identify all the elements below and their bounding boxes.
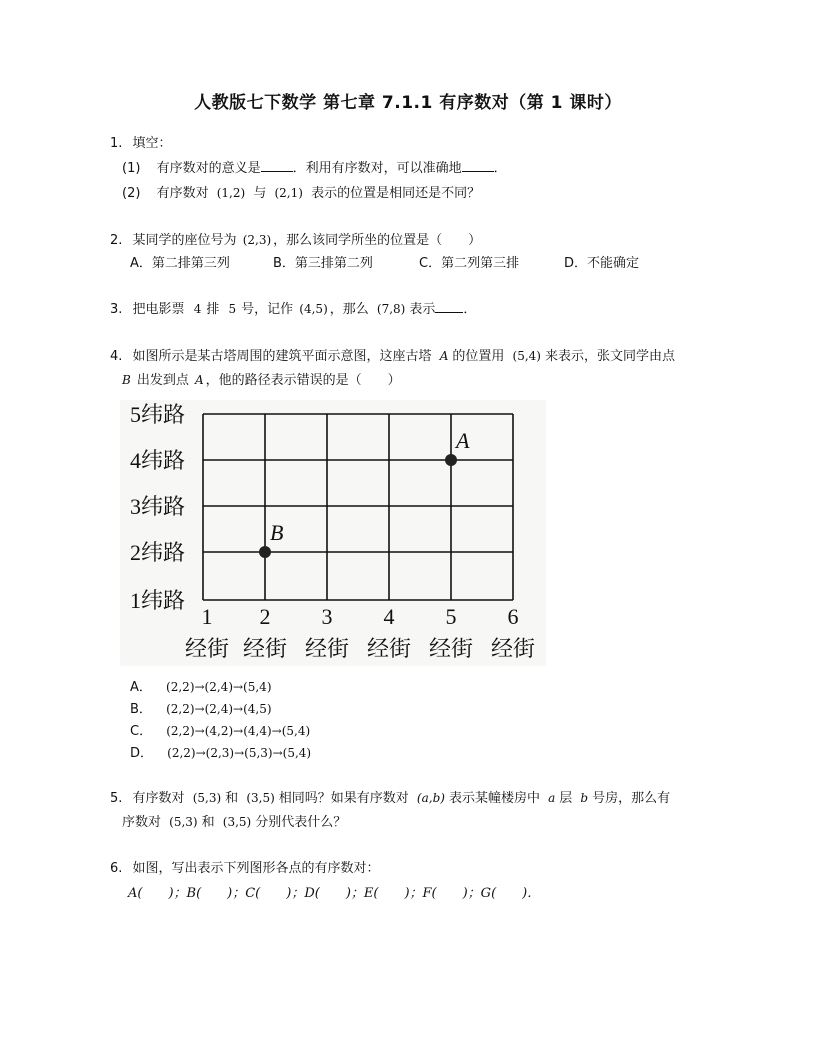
col-number-2: 2 <box>259 604 271 629</box>
option-text: D．不能确定 <box>564 256 640 271</box>
row-label-4: 4纬路 <box>130 448 186 473</box>
question-text: 相同吗？如果有序数对 <box>278 791 409 806</box>
question-number: 1. <box>110 136 123 151</box>
question-text: 来表示，张文同学由点 <box>544 349 675 364</box>
question-text: 出发到点 <box>136 373 189 388</box>
option-text: C．第二列第三排 <box>419 256 520 271</box>
row-label-5: 5纬路 <box>130 402 186 427</box>
ordered-pair: (5,4) <box>512 349 541 363</box>
point-a-label: A <box>456 428 470 453</box>
ordered-pair: (2,1) <box>274 186 303 200</box>
page-title: 人教版七下数学 第七章 7.1.1 有序数对（第 1 课时） <box>194 93 622 113</box>
option-a[interactable] <box>130 255 230 273</box>
option-b[interactable] <box>130 700 272 719</box>
sub-question-text: ． <box>493 161 507 176</box>
sub-question-text: 有序数对的意义是 <box>156 161 261 176</box>
question-text: 和 <box>201 815 215 830</box>
question-number: 3. <box>110 302 123 317</box>
question-stem: 某同学的座位号为 <box>132 233 237 248</box>
answer-line[interactable]: A( )；B( )；C( )；D( )；E( )；F( )；G( )． <box>128 886 541 901</box>
question-number: 6. <box>110 861 123 876</box>
col-label: 经街 <box>242 636 288 661</box>
point-a-dot <box>445 454 457 466</box>
option-label: D． <box>130 746 154 761</box>
question-text: 如图所示是某古塔周围的建筑平面示意图，这座古塔 <box>132 349 432 364</box>
row-label-2: 2纬路 <box>130 540 186 565</box>
variable: B <box>122 373 131 387</box>
number: 5 <box>228 302 237 316</box>
question-stem: ，那么该同学所坐的位置是（ ） <box>273 233 482 248</box>
option-b[interactable] <box>273 255 373 273</box>
question-stem: 填空： <box>132 136 172 151</box>
question-stem: 如图，写出表示下列图形各点的有序数对： <box>132 861 380 876</box>
variable: A <box>439 349 449 363</box>
col-number-3: 3 <box>321 604 333 629</box>
row-label-3: 3纬路 <box>130 494 186 519</box>
ordered-pair: (1,2) <box>216 186 246 200</box>
option-text: A．第二排第三列 <box>130 256 230 271</box>
question-text: 表示 <box>409 302 436 317</box>
question-text: 号房，那么有 <box>592 791 671 806</box>
option-label: A． <box>130 680 152 695</box>
ordered-pair: (3,5) <box>222 815 252 829</box>
question-text: 号，记作 <box>241 302 294 317</box>
answer-blank[interactable] <box>261 171 293 172</box>
answer-blank[interactable] <box>435 312 463 313</box>
question-text: 序数对 <box>122 815 162 830</box>
variable: A <box>194 373 204 387</box>
option-a[interactable] <box>130 678 272 697</box>
question-number: 4. <box>110 349 123 364</box>
option-label: C． <box>130 724 153 739</box>
col-label: 经街 <box>490 636 536 661</box>
option-path: (2,2)→(2,4)→(5,4) <box>166 680 272 694</box>
col-label: 经街 <box>184 636 230 661</box>
question-text: ，他的路径表示错误的是（ ） <box>205 373 401 388</box>
row-label-1: 1纬路 <box>130 588 186 613</box>
option-path: (2,2)→(2,3)→(5,3)→(5,4) <box>167 746 312 760</box>
sub-question-text: 表示的位置是相同还是不同？ <box>311 186 481 201</box>
question-text: 分别代表什么？ <box>255 815 347 830</box>
question-text: 把电影票 <box>132 302 185 317</box>
col-number-1: 1 <box>201 604 213 629</box>
col-number-5: 5 <box>445 604 457 629</box>
ordered-pair: (a,b) <box>416 791 445 805</box>
ordered-pair: (5,3) <box>169 815 198 829</box>
point-b-label: B <box>270 520 284 545</box>
option-c[interactable] <box>419 255 519 273</box>
option-d[interactable] <box>130 744 311 763</box>
street-grid-figure <box>120 400 546 666</box>
question-text: ． <box>463 302 477 317</box>
sub-question-text: ．利用有序数对，可以准确地 <box>292 161 462 176</box>
ordered-pair: (7,8) <box>376 302 406 316</box>
answer-blank[interactable] <box>462 171 494 172</box>
option-path: (2,2)→(4,2)→(4,4)→(5,4) <box>166 724 311 738</box>
question-text: 的位置用 <box>452 349 505 364</box>
question-text: 有序数对 <box>132 791 185 806</box>
question-text: 层 <box>559 791 573 806</box>
sub-question-number: (2) <box>122 186 141 201</box>
question-text: 排 <box>206 302 220 317</box>
ordered-pair: (2,3) <box>242 233 272 247</box>
question-text: 和 <box>225 791 239 806</box>
option-c[interactable] <box>130 722 310 741</box>
variable: a <box>548 791 556 805</box>
question-number: 5. <box>110 791 123 806</box>
col-label: 经街 <box>304 636 350 661</box>
ordered-pair: (3,5) <box>246 791 275 805</box>
sub-question-text: 有序数对 <box>156 186 209 201</box>
option-d[interactable] <box>564 255 639 273</box>
number: 4 <box>193 302 202 316</box>
col-number-6: 6 <box>507 604 519 629</box>
question-number: 2. <box>110 233 123 248</box>
variable: b <box>580 791 589 805</box>
col-label: 经街 <box>366 636 412 661</box>
question-text: ，那么 <box>329 302 369 317</box>
point-b-dot <box>259 546 271 558</box>
sub-question-text: 与 <box>253 186 267 201</box>
ordered-pair: (4,5) <box>299 302 328 316</box>
col-label: 经街 <box>428 636 474 661</box>
question-text: 表示某幢楼房中 <box>448 791 540 806</box>
ordered-pair: (5,3) <box>192 791 222 805</box>
option-text: B．第三排第二列 <box>273 256 373 271</box>
sub-question-number: (1) <box>122 161 141 176</box>
option-path: (2,2)→(2,4)→(4,5) <box>166 702 272 716</box>
col-number-4: 4 <box>383 604 395 629</box>
option-label: B． <box>130 702 152 717</box>
